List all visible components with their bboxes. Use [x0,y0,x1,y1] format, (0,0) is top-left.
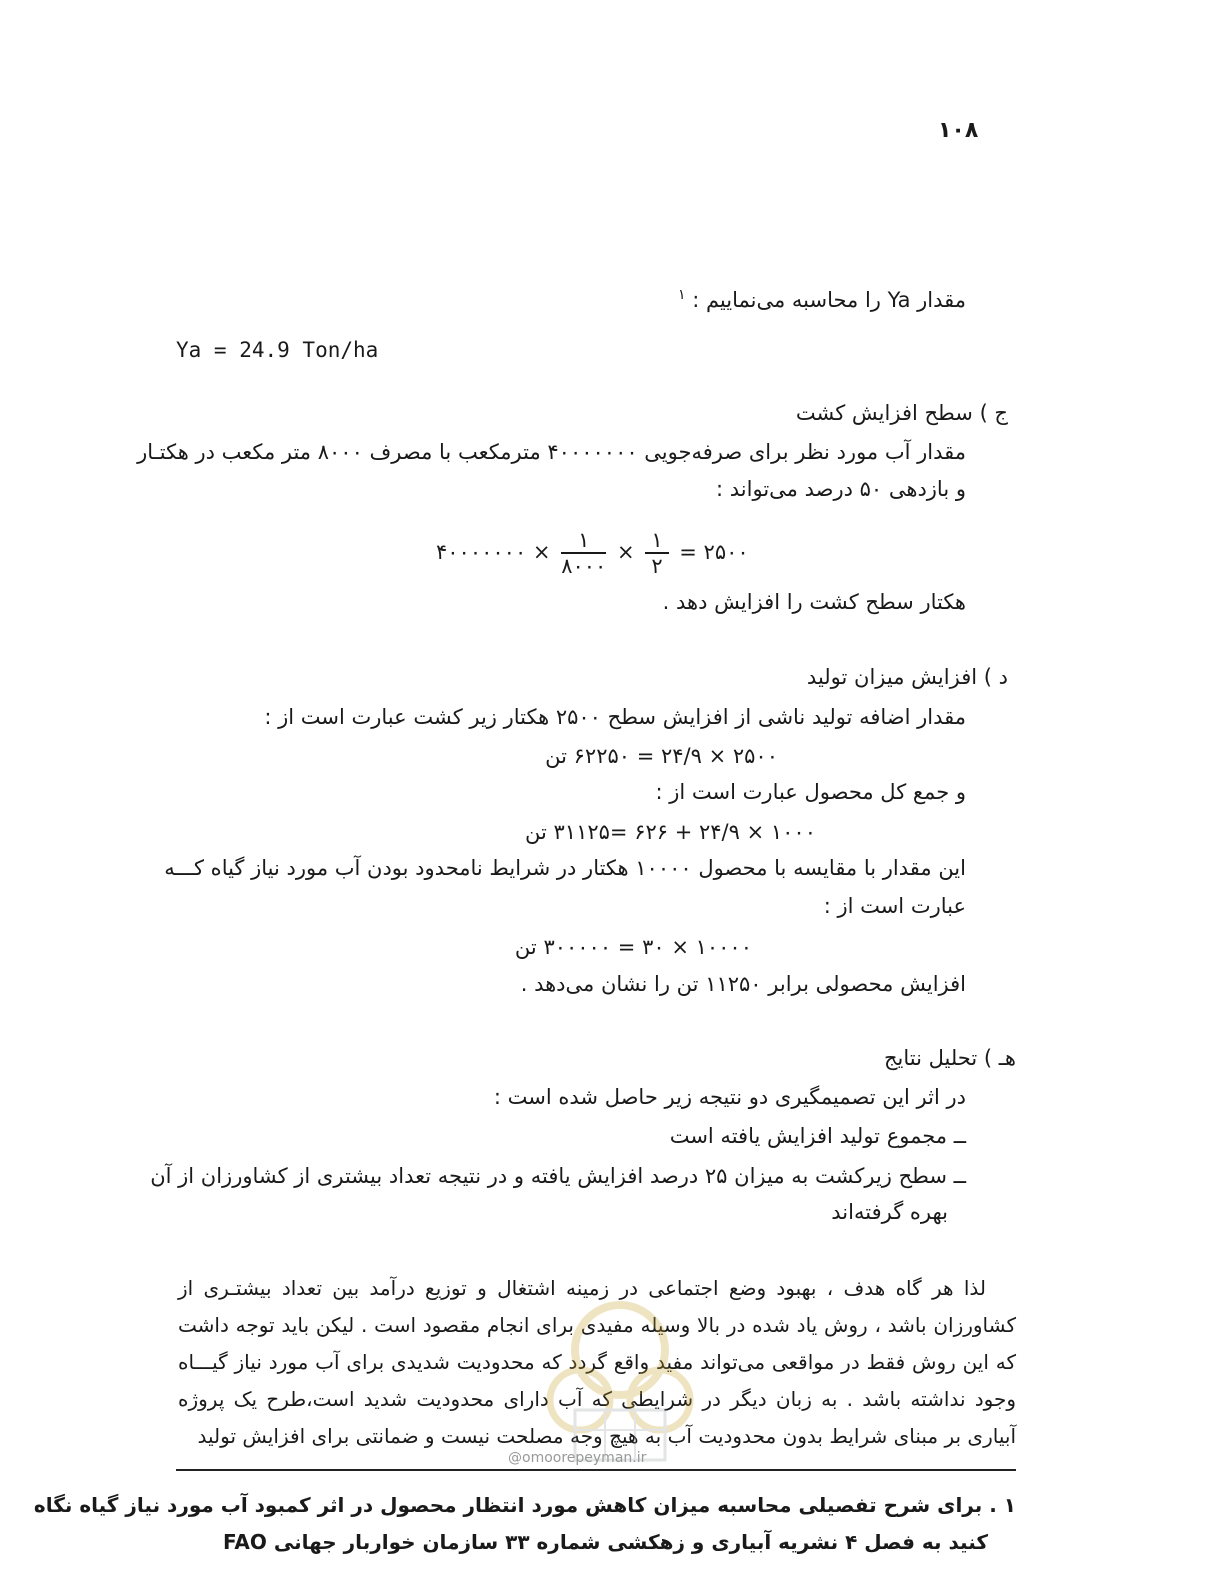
fraction-1-denominator: ۸۰۰۰ [561,554,607,578]
section-c-line2: و بازدهی ۵۰ درصد می‌تواند : [716,477,966,501]
section-e-line1: در اثر این تصمیمگیری دو نتیجه زیر حاصل شده است : [493,1085,966,1109]
section-e-heading [884,1043,1016,1073]
section-d-line5: افزایش محصولی برابر ۱۱۲۵۰ تن را نشان می‌دهد . [520,972,966,996]
section-d-title: افزایش میزان تولید [806,665,978,689]
fraction-1 [561,528,606,578]
ya-result: Ya = 24.9 Ton/ha [176,338,379,362]
fraction-2-numerator: ۱ [645,528,668,554]
section-c-line3: هکتار سطح کشت را افزایش دهد . [662,590,966,614]
section-d-eq1: ۲۵۰۰ × ۲۴/۹ = ۶۲۲۵۰ تن [545,744,778,768]
section-c-heading [796,398,1008,428]
area-equation [436,528,749,578]
section-c-line1: مقدار آب مورد نظر برای صرفه‌جویی ۴۰۰۰۰۰۰۰ مترمکعب با مصرف ۸۰۰۰ متر مکعب در هکتـار [137,440,966,464]
section-e-title: تحلیل نتایج [883,1046,978,1070]
section-e-bullet2: ــ سطح زیرکشت به میزان ۲۵ درصد افزایش یافته و در نتیجه تعداد بیشتری از کشاورزان از آن [150,1164,966,1188]
watermark-url: @omoorepeyman.ir [508,1450,647,1466]
footnote-line2: کنید به فصل ۴ نشریه آبیاری و زهکشی شماره ۳۳ سازمان خواربار جهانی FAO [223,1530,988,1554]
section-e-marker: هـ ) [983,1046,1016,1070]
eq-times: × [617,540,635,564]
section-c-marker: ج ) [979,401,1008,425]
footnote-ref: ۱ [677,287,686,303]
eq-result: = ۲۵۰۰ [679,540,749,564]
section-d-eq3: ۱۰۰۰۰ × ۳۰ = ۳۰۰۰۰۰ تن [514,935,752,959]
section-d-eq2: ۱۰۰۰ × ۲۴/۹ + ۶۲۶ =۳۱۱۲۵ تن [525,820,816,844]
intro-line [678,280,966,315]
footnote-line1: ۱ . برای شرح تفصیلی محاسبه میزان کاهش مورد انتظار محصول در اثر کمبود آب مورد نیاز گیاه نگاه [33,1493,1016,1517]
conclusion-paragraph: لذا هر گاه هدف ، بهبود وضع اجتماعی در زمینه اشتغال و توزیع درآمد بین تعداد بیشتـری از کشاورزان باشد ، روش یاد شده در بالا وسیله مفیدی برای انجام مقصود است . لیکن باید توجه داشت که این روش فقط در مواقعی می‌تواند مفید واقع گردد که محدودیت شدیدی برای آب مورد نیاز گیـــاه وجود نداشته باشد . به زبان دیگر در شرایطی که آب دارای محدودیت شدید است،طرح یک پروژه آبیاری بر مبنای شرایط بدون محدودیت آب به هیچ وجه مصلحت نیست و ضمانتی برای افزایش تولید [178,1276,1016,1448]
fraction-1-numerator: ۱ [561,528,606,554]
fraction-2-denominator: ۲ [651,554,663,578]
section-d-marker: د ) [983,665,1008,689]
page-number: ۱۰۸ [938,118,979,143]
footnote-divider [176,1469,1016,1471]
section-d-line3: این مقدار با مقایسه با محصول ۱۰۰۰۰ هکتار در شرایط نامحدود بودن آب مورد نیاز گیاه کـــه [164,856,966,880]
section-c-title: سطح افزایش کشت [795,401,973,425]
section-e-bullet1: ــ مجموع تولید افزایش یافته است [669,1124,966,1148]
eq-term-a: ۴۰۰۰۰۰۰۰ × [436,540,551,564]
section-d-heading [807,662,1008,692]
intro-text: مقدار Ya را محاسبه می‌نماییم : [692,288,966,312]
section-d-line2: و جمع کل محصول عبارت است از : [655,780,966,804]
section-d-line1: مقدار اضافه تولید ناشی از افزایش سطح ۲۵۰۰ هکتار زیر کشت عبارت است از : [264,705,966,729]
section-d-line4: عبارت است از : [823,894,966,918]
section-e-bullet2-cont: بهره گرفته‌اند [831,1200,948,1224]
fraction-2 [645,528,668,578]
